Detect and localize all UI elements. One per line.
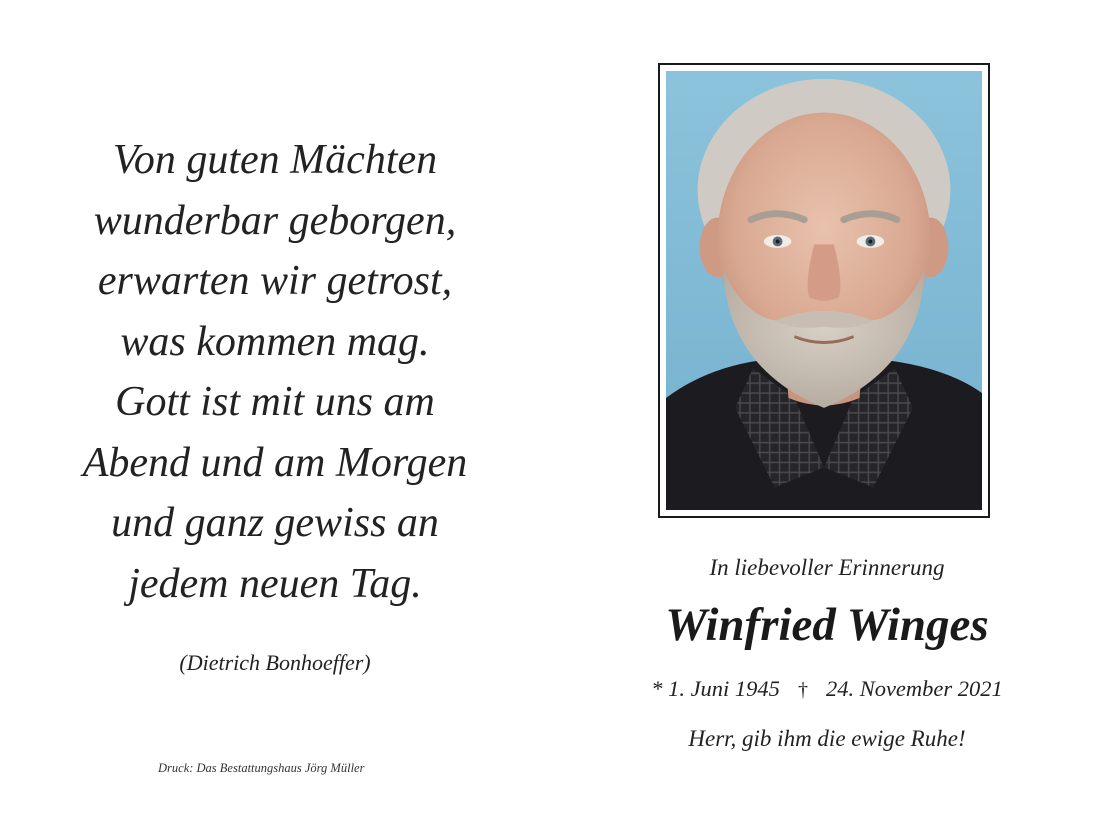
poem-line: erwarten wir getrost, xyxy=(97,258,453,304)
birth-date: * 1. Juni 1945 xyxy=(651,676,780,701)
portrait-frame xyxy=(658,63,990,518)
poem-line: Gott ist mit uns am xyxy=(115,379,435,425)
life-dates xyxy=(610,676,1044,702)
cross-icon: † xyxy=(797,679,808,701)
death-date: 24. November 2021 xyxy=(825,676,1003,701)
printer-imprint: Druck: Das Bestattungshaus Jörg Müller xyxy=(158,761,365,775)
prayer-line: Herr, gib ihm die ewige Ruhe! xyxy=(688,726,966,751)
poem-line: Abend und am Morgen xyxy=(82,439,468,486)
deceased-name: Winfried Winges xyxy=(665,599,989,651)
poem-line: was kommen mag. xyxy=(120,318,430,365)
poem-line: Von guten Mächten xyxy=(112,137,438,183)
poem-line: jedem neuen Tag. xyxy=(128,560,422,607)
poem-line: und ganz gewiss an xyxy=(111,500,439,546)
poem-line: wunderbar geborgen, xyxy=(93,197,457,244)
memorial-intro: In liebevoller Erinnerung xyxy=(709,555,945,580)
poem xyxy=(40,130,510,614)
portrait-photo xyxy=(666,71,982,510)
poem-author: (Dietrich Bonhoeffer) xyxy=(179,650,371,675)
